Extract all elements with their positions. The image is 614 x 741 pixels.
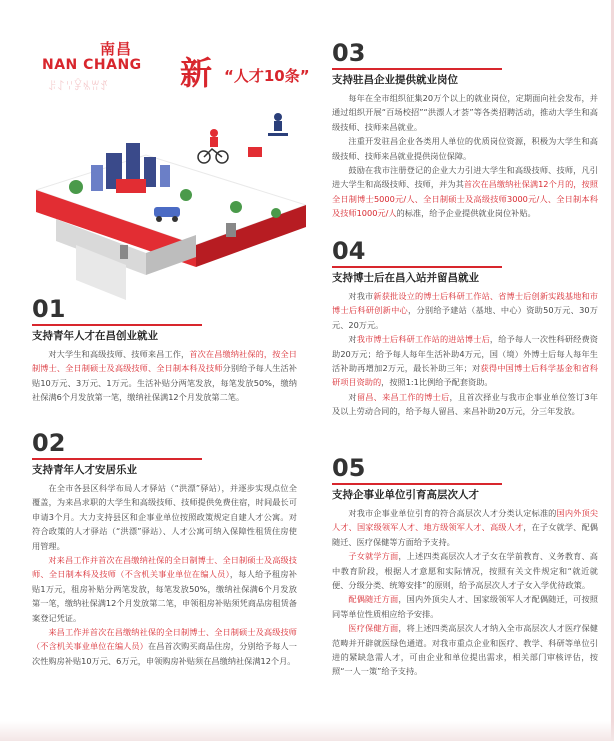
section-01 bbox=[32, 296, 297, 405]
highlight-text: 获得中国博士后科学基金和省科研项目资助的 bbox=[332, 363, 598, 388]
body-text: 对 bbox=[348, 391, 357, 402]
section-subtitle: 支持青年人才在昌创业就业 bbox=[32, 330, 158, 342]
highlight-text: 首次在昌缴纳社保满12个月的，按照全日制博士5000元/人、全日制硕士及高级技师3000元/人、全日制本科及技师1000元/人 bbox=[332, 179, 598, 219]
section-body bbox=[32, 347, 297, 405]
body-text: ，且首次择业与我市企事业单位签订3年及以上劳动合同的，给予每人留昌、来昌补助20万元，分三年发放。 bbox=[332, 391, 598, 417]
highlight-text: 国内外顶尖人才、国家级领军人才、地方级领军人才、高级人才 bbox=[332, 508, 598, 533]
body-text: ，在子女就学、配偶随迁、医疗保健等方面给予支持。 bbox=[332, 522, 598, 547]
highlight-text: 我市博士后科研工作站的进站博士后 bbox=[356, 334, 490, 345]
section-paragraph bbox=[332, 621, 598, 679]
section-paragraph bbox=[332, 390, 598, 419]
section-number: 04 bbox=[332, 237, 366, 265]
body-text: ，上述四类高层次人才子女在学前教育、义务教育、高中教育阶段，根据人才意愿和实际情况，按照有关文件规定和“就近就便、分级分类、统筹安排”的原则，给予高层次人才子女入学优待政策。 bbox=[332, 551, 598, 591]
body-text: 分别给予每人生活补贴10万元、3万元、1万元。生活补贴分两笔发放，每笔发放50%，缴纳社保满6个月发放第一笔，缴纳社保满12个月发放第二笔。 bbox=[32, 363, 297, 403]
body-text: ，给予每人一次性科研经费资助20万元；给予每人每年生活补助4万元，国（境）外博士后每人每年生活补助再增加2万元，最长补助三年；对 bbox=[332, 334, 598, 374]
highlight-text: 新获批设立的博士后科研工作站、省博士后创新实践基地和市博士后科研创新中心 bbox=[332, 291, 598, 316]
section-paragraph bbox=[32, 625, 297, 668]
section-number: 01 bbox=[32, 295, 66, 323]
header-city-cn: 南昌 bbox=[100, 40, 133, 58]
body-text: 在昌首次购买商品住房，分别给予每人一次性购房补贴10万元、6万元，申领购房补贴须在昌缴纳社保满12个月。 bbox=[32, 641, 297, 666]
header-xin: 新 bbox=[180, 54, 213, 92]
section-number: 05 bbox=[332, 454, 366, 482]
bottom-fade bbox=[0, 721, 614, 741]
body-text: 对我市企事业单位引育的符合高层次人才分类认定标准的 bbox=[348, 508, 557, 518]
section-body bbox=[332, 289, 598, 419]
highlight-text: 子女就学方面 bbox=[348, 551, 399, 562]
section-body bbox=[332, 91, 598, 221]
section-subtitle: 支持青年人才安居乐业 bbox=[32, 464, 137, 476]
city-illustration bbox=[36, 95, 306, 300]
body-text: 的标准，给予企业提供就业岗位补贴。 bbox=[396, 208, 536, 219]
body-text: 注重开发驻昌企业各类用人单位的优质岗位资源，积极为大学生和高级技师、技师来昌就业提供岗位保障。 bbox=[332, 136, 598, 161]
section-paragraph bbox=[332, 163, 598, 221]
section-paragraph bbox=[332, 506, 598, 549]
section-paragraph bbox=[32, 553, 297, 625]
body-text: ，按照1:1比例给予配套资助。 bbox=[381, 377, 493, 388]
section-number: 02 bbox=[32, 429, 66, 457]
section-body bbox=[332, 506, 598, 679]
section-05 bbox=[332, 455, 598, 679]
section-underline bbox=[32, 458, 202, 460]
section-paragraph bbox=[332, 592, 598, 621]
section-paragraph bbox=[332, 134, 598, 163]
body-text: 在全市各县区科学布局人才驿站（“洪漂”驿站），并逐步实现点位全覆盖，为来昌求职的大学生和高级技师、技师提供免费住宿，时间最长可申请3个月。大力支持县区和企事业单位按照政策规定自建人才公寓。对符合政策的人才驿站（“洪漂”驿站）、人才公寓可纳入保障性租赁住房使用管理。 bbox=[32, 483, 297, 551]
section-underline bbox=[332, 266, 502, 268]
body-text: 鼓励在我市注册登记的企业大力引进大学生和高级技师、技师，凡引进大学生和高级技师、技师，并为其 bbox=[332, 165, 598, 190]
body-text: ，将上述四类高层次人才纳入全市高层次人才医疗保健范畴并开辟就医绿色通道。对我市重点企业和医疗、教学、科研等单位引进的紧缺急需人才，可由企业和单位提出需求，相关部门审核评估，按照“一人一策”给予支持。 bbox=[332, 623, 598, 677]
section-paragraph bbox=[332, 332, 598, 390]
section-02 bbox=[32, 430, 297, 668]
section-underline bbox=[32, 324, 202, 326]
section-paragraph bbox=[32, 347, 297, 405]
header-title: “人才10条” bbox=[224, 67, 310, 85]
section-body bbox=[32, 481, 297, 668]
highlight-text: 留昌、来昌工作的博士后 bbox=[356, 391, 450, 402]
highlight-text: 对来昌工作并首次在昌缴纳社保的全日制博士、全日制硕士及高级技师、全日制本科及技师（不含机关事业单位在编人员） bbox=[32, 555, 297, 580]
body-text: 对我市 bbox=[348, 291, 374, 301]
header-city-en: NAN CHANG bbox=[42, 57, 142, 73]
body-text: ，每人给予租房补贴1万元，租房补贴分两笔发放，每笔发放50%，缴纳社保满6个月发放第一笔，缴纳社保满12个月发放第二笔，申领租房补贴须凭商品房租赁备案登记凭证。 bbox=[32, 569, 297, 623]
body-text: ，分别给予建站（基地、中心）资助50万元、30万元、20万元。 bbox=[332, 305, 598, 330]
section-paragraph bbox=[332, 549, 598, 592]
section-paragraph bbox=[332, 91, 598, 134]
header-watermark: ꌠꋍꈌꐮꁱꀕꀋ bbox=[48, 80, 109, 93]
body-text: 每年在全市组织征集20万个以上的就业岗位，定期面向社会发布，并通过组织开展“百场校招”“洪漂人才荟”等各类招聘活动，推动大学生和高级技师、技师来昌就业。 bbox=[332, 93, 598, 132]
body-text: ，国内外顶尖人才、国家级领军人才配偶随迁，可按照同等单位性质相应给予安排。 bbox=[332, 594, 598, 619]
section-paragraph bbox=[32, 481, 297, 553]
section-04 bbox=[332, 238, 598, 419]
highlight-text: 医疗保健方面 bbox=[348, 623, 399, 634]
highlight-text: 首次在昌缴纳社保的，按全日制博士、全日制硕士及高级技师、全日制本科及技师 bbox=[32, 349, 297, 374]
section-underline bbox=[332, 483, 502, 485]
section-subtitle: 支持企事业单位引育高层次人才 bbox=[332, 489, 479, 501]
section-paragraph bbox=[332, 289, 598, 332]
section-number: 03 bbox=[332, 39, 366, 67]
highlight-text: 来昌工作并首次在昌缴纳社保的全日制博士、全日制硕士及高级技师（不含机关事业单位在编人员） bbox=[32, 627, 297, 652]
body-text: 对大学生和高级技师、技师来昌工作， bbox=[48, 349, 190, 359]
body-text: 对 bbox=[348, 334, 357, 345]
section-subtitle: 支持驻昌企业提供就业岗位 bbox=[332, 74, 458, 86]
section-underline bbox=[332, 68, 502, 70]
highlight-text: 配偶随迁方面 bbox=[348, 594, 399, 605]
section-03 bbox=[332, 40, 598, 221]
section-subtitle: 支持博士后在昌入站并留昌就业 bbox=[332, 272, 479, 284]
